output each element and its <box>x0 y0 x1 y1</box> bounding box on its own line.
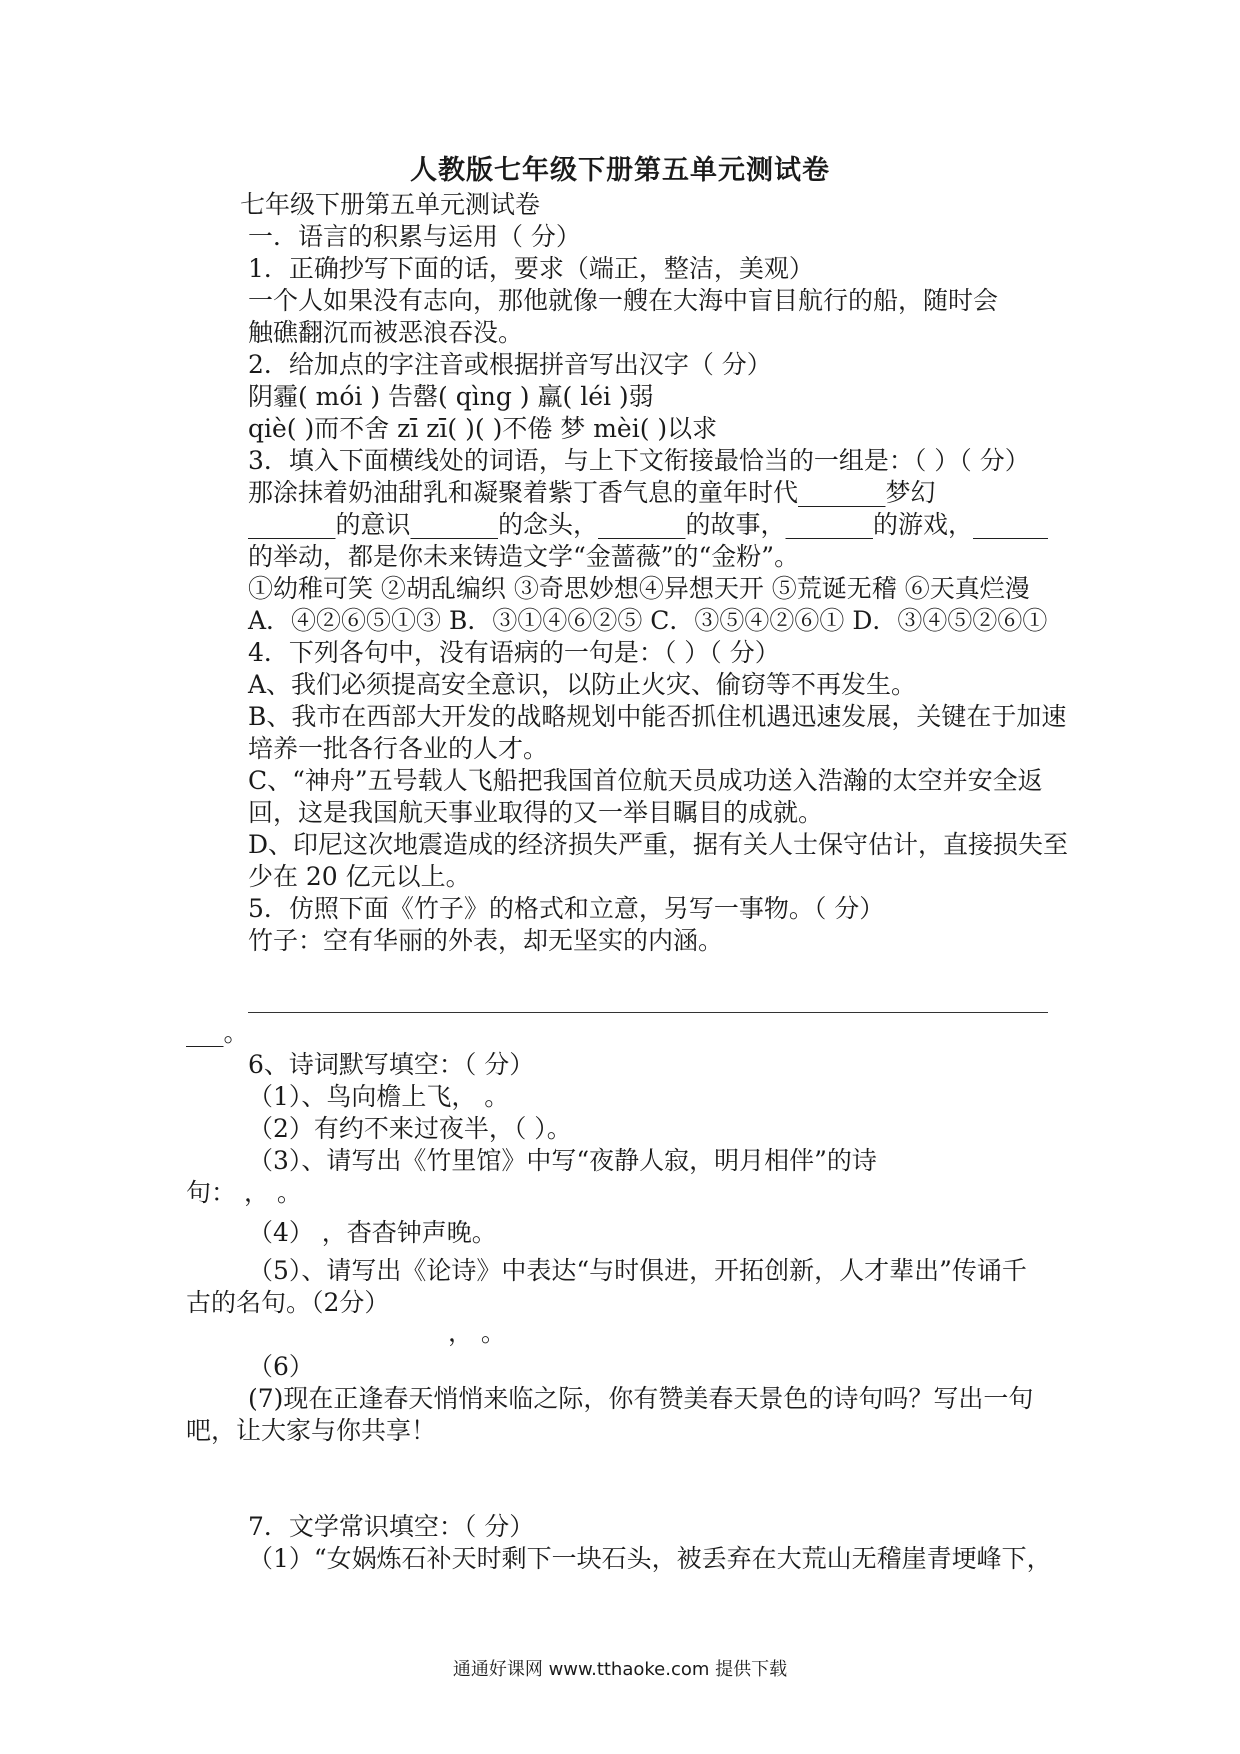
answer-blank-line <box>248 1012 1048 1013</box>
text-line: （1）“女娲炼石补天时剩下一块石头，被丢弃在大荒山无稽崖青埂峰下， <box>240 1544 1052 1573</box>
question-line: 7．文学常识填空：（ 分） <box>240 1512 535 1541</box>
question-line: 3．填入下面横线处的词语，与上下文衔接最恰当的一组是：（ ）（ 分） <box>240 446 1030 475</box>
text-line: 少在 20 亿元以上。 <box>240 862 471 891</box>
option-line: A．④②⑥⑤①③ B．③①④⑥②⑤ C．③⑤④②⑥① D．③④⑤②⑥① <box>240 606 1048 635</box>
text-line: ___。 <box>186 1018 249 1047</box>
text-line: qiè( )而不舍 zī zī( )( )不倦 梦 mèi( )以求 <box>240 414 718 443</box>
text-line: 古的名句。（2分） <box>186 1288 390 1317</box>
text-line: （2）有约不来过夜半，（ ）。 <box>240 1114 572 1143</box>
page-title: 人教版七年级下册第五单元测试卷 <box>410 155 830 186</box>
text-line: _______的意识_______的念头，_______的故事，_______的游戏，______ <box>240 510 1048 539</box>
text-line: （6） <box>240 1352 314 1381</box>
text-line: 触礁翻沉而被恶浪吞没。 <box>240 318 523 347</box>
question-line: 2．给加点的字注音或根据拼音写出汉字（ 分） <box>240 350 772 379</box>
question-line: 5．仿照下面《竹子》的格式和立意，另写一事物。（ 分） <box>240 894 885 923</box>
text-line: 那涂抹着奶油甜乳和凝聚着紫丁香气息的童年时代_______梦幻 <box>240 478 936 507</box>
text-line: 的举动，都是你未来铸造文学“金蔷薇”的“金粉”。 <box>240 542 800 571</box>
text-line: 竹子：空有华丽的外表，却无坚实的内涵。 <box>240 926 723 955</box>
text-line: （5）、请写出《论诗》中表达“与时俱进，开拓创新，人才辈出”传诵千 <box>240 1256 1027 1285</box>
option-line: A、我们必须提高安全意识，以防止火灾、偷窃等不再发生。 <box>240 670 917 699</box>
text-line: 吧，让大家与你共享！ <box>186 1416 437 1445</box>
question-line: 1．正确抄写下面的话，要求（端正，整洁，美观） <box>240 254 814 283</box>
text-line: 一个人如果没有志向，那他就像一艘在大海中盲目航行的船，随时会 <box>240 286 998 315</box>
text-line: ， 。 <box>440 1318 506 1347</box>
option-line: ①幼稚可笑 ②胡乱编织 ③奇思妙想④异想天开 ⑤荒诞无稽 ⑥天真烂漫 <box>240 574 1030 603</box>
option-line: C、“神舟”五号载人飞船把我国首位航天员成功送入浩瀚的太空并安全返 <box>240 766 1043 795</box>
option-line: B、我市在西部大开发的战略规划中能否抓住机遇迅速发展，关键在于加速 <box>240 702 1067 731</box>
question-line: 6、诗词默写填空：（ 分） <box>240 1050 535 1079</box>
option-line: D、印尼这次地震造成的经济损失严重，据有关人士保守估计，直接损失至 <box>240 830 1068 859</box>
text-line: 句： ， 。 <box>186 1178 302 1207</box>
text-line: 阴霾( mói ) 告罄( qìng ) 羸( léi )弱 <box>240 382 654 411</box>
section-heading: 一．语言的积累与运用（ 分） <box>240 222 581 251</box>
text-line: （3）、请写出《竹里馆》中写“夜静人寂，明月相伴”的诗 <box>240 1146 877 1175</box>
text-line: （1）、鸟向檐上飞， 。 <box>240 1082 510 1111</box>
subtitle-line: 七年级下册第五单元测试卷 <box>240 190 541 219</box>
page-footer: 通通好课网 www.tthaoke.com 提供下载 <box>452 1659 788 1680</box>
text-line: 回，这是我国航天事业取得的又一举目瞩目的成就。 <box>240 798 823 827</box>
question-line: 4．下列各句中，没有语病的一句是：（ ）（ 分） <box>240 638 780 667</box>
text-line: (7)现在正逢春天悄悄来临之际，你有赞美春天景色的诗句吗？写出一句 <box>240 1384 1034 1413</box>
text-line: 培养一批各行各业的人才。 <box>240 734 548 763</box>
text-line: （4） ，杳杳钟声晚。 <box>240 1218 497 1247</box>
